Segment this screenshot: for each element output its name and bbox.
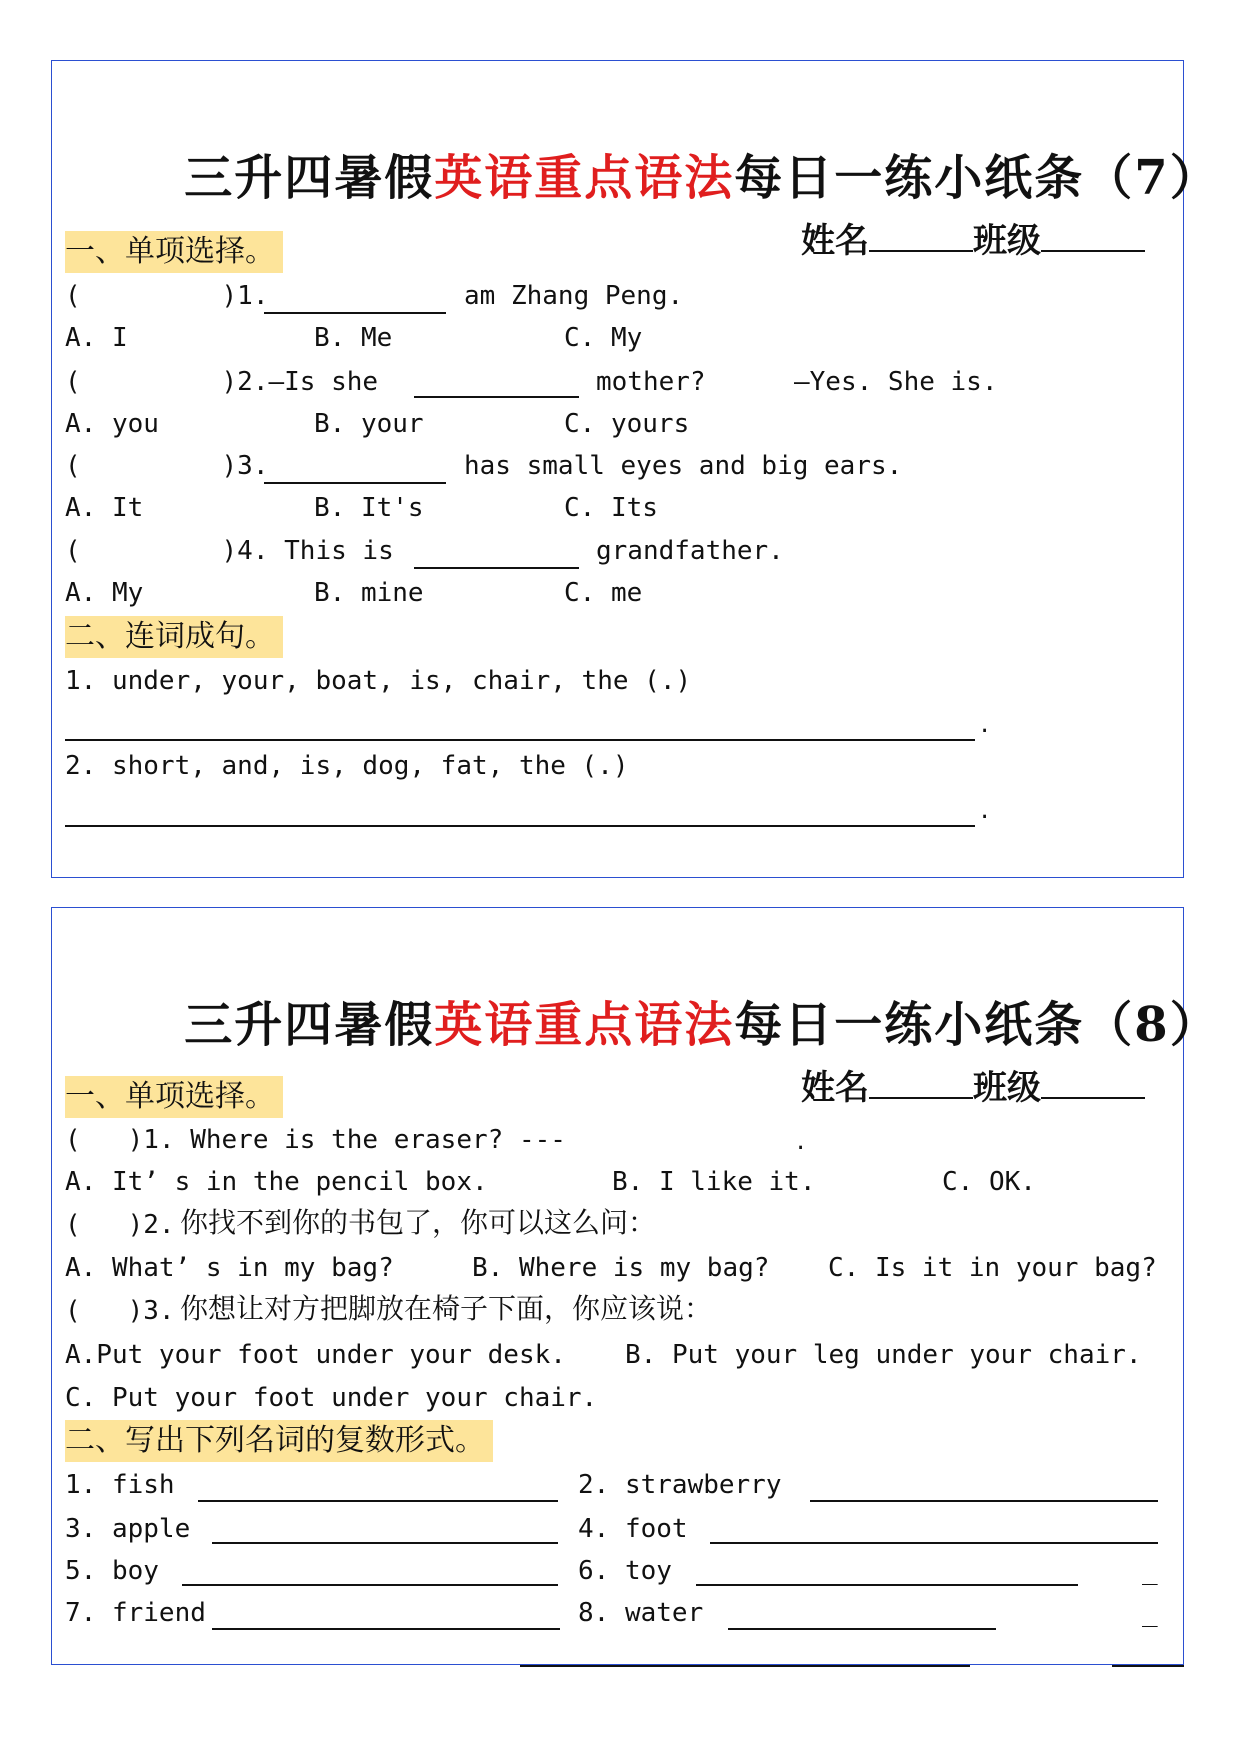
title-highlight: 英语重点语法: [434, 997, 735, 1053]
period-mark: .: [978, 713, 992, 738]
period-mark: .: [794, 1130, 808, 1155]
option-b: B. mine: [314, 578, 424, 608]
name-field[interactable]: [869, 222, 973, 252]
option-c: C. Its: [564, 493, 658, 523]
question-text-cn: 你找不到你的书包了，你可以这么问：: [180, 1206, 657, 1239]
name-field[interactable]: [869, 1069, 973, 1099]
title-part: 三升四暑假: [184, 150, 435, 206]
sentence-prompt: 2. short, and, is, dog, fat, the (.): [65, 751, 629, 781]
section-heading: 二、写出下列名词的复数形式。: [65, 1420, 493, 1462]
answer-blank[interactable]: [212, 1542, 558, 1544]
sentence-answer-line[interactable]: [65, 739, 975, 741]
question-number: ( )3.: [65, 451, 269, 481]
question-text: ( )1. Where is the eraser? ---: [65, 1125, 566, 1155]
answer-blank[interactable]: [728, 1628, 996, 1630]
title-part: 每日一练小纸条（8）: [734, 997, 1220, 1053]
section-heading: 二、连词成句。: [65, 616, 283, 658]
title-part: 每日一练小纸条（7）: [734, 150, 1220, 206]
answer-blank[interactable]: [696, 1584, 1078, 1586]
word-prompt: 4. foot: [578, 1514, 688, 1544]
decorative-line: [1112, 1665, 1184, 1667]
option-c: C. My: [564, 323, 643, 353]
name-label: 姓名: [801, 221, 870, 261]
question-text: am Zhang Peng.: [464, 281, 684, 311]
option-a: A. you: [65, 409, 159, 439]
worksheet-card-8: [51, 907, 1220, 1665]
question-number: ( )2.: [65, 1210, 175, 1240]
word-prompt: 7. friend: [65, 1598, 206, 1628]
option-b: B. Where is my bag?: [472, 1253, 770, 1283]
section-heading: 一、单项选择。: [65, 231, 283, 273]
option-c: C. Put your foot under your chair.: [65, 1383, 598, 1413]
dash-mark: _: [1142, 1598, 1158, 1628]
answer-blank[interactable]: [414, 567, 579, 569]
word-prompt: 1. fish: [65, 1470, 175, 1500]
class-label: 班级: [973, 1068, 1042, 1108]
question-reply: —Yes. She is.: [794, 367, 998, 397]
option-b: B. your: [314, 409, 424, 439]
option-b: B. Put your leg under your chair.: [625, 1340, 1142, 1370]
name-label: 姓名: [801, 1068, 870, 1108]
answer-blank[interactable]: [182, 1584, 558, 1586]
question-number: ( )3.: [65, 1296, 175, 1326]
option-c: C. me: [564, 578, 643, 608]
option-b: B. Me: [314, 323, 393, 353]
answer-blank[interactable]: [710, 1542, 1158, 1544]
class-field[interactable]: [1041, 1069, 1145, 1099]
answer-blank[interactable]: [810, 1500, 1158, 1502]
class-label: 班级: [973, 221, 1042, 261]
answer-blank[interactable]: [198, 1500, 558, 1502]
title-part: 三升四暑假: [184, 997, 435, 1053]
class-field[interactable]: [1041, 222, 1145, 252]
option-a: A. It: [65, 493, 144, 523]
word-prompt: 6. toy: [578, 1556, 672, 1586]
question-text: grandfather.: [596, 536, 784, 566]
option-b: B. I like it.: [612, 1167, 816, 1197]
question-text: has small eyes and big ears.: [464, 451, 903, 481]
option-c: C. yours: [564, 409, 690, 439]
answer-blank[interactable]: [264, 312, 446, 314]
question-text: mother?: [596, 367, 706, 397]
word-prompt: 5. boy: [65, 1556, 159, 1586]
sentence-prompt: 1. under, your, boat, is, chair, the (.): [65, 666, 692, 696]
name-class-row: [730, 173, 1145, 302]
period-mark: .: [978, 799, 992, 824]
worksheet-card-7: [51, 60, 1220, 878]
option-a: A. It’ s in the pencil box.: [65, 1167, 488, 1197]
dash-mark: _: [1142, 1556, 1158, 1586]
sentence-answer-line[interactable]: [65, 825, 975, 827]
name-class-row: [730, 1020, 1145, 1149]
option-b: B. It's: [314, 493, 424, 523]
question-number: ( )1.: [65, 281, 269, 311]
answer-blank[interactable]: [414, 396, 579, 398]
word-prompt: 2. strawberry: [578, 1470, 782, 1500]
question-text: ( )2.—Is she: [65, 367, 379, 397]
question-text-cn: 你想让对方把脚放在椅子下面，你应该说：: [180, 1292, 713, 1325]
word-prompt: 3. apple: [65, 1514, 191, 1544]
option-c: C. OK.: [942, 1167, 1036, 1197]
title-highlight: 英语重点语法: [434, 150, 735, 206]
answer-blank[interactable]: [212, 1628, 560, 1630]
option-a: A. What’ s in my bag?: [65, 1253, 394, 1283]
section-heading: 一、单项选择。: [65, 1076, 283, 1118]
option-c: C. Is it in your bag?: [828, 1253, 1157, 1283]
answer-blank[interactable]: [264, 482, 446, 484]
question-text: ( )4. This is: [65, 536, 394, 566]
option-a: A. I: [65, 323, 128, 353]
word-prompt: 8. water: [578, 1598, 704, 1628]
option-a: A. My: [65, 578, 144, 608]
option-a: A.Put your foot under your desk.: [65, 1340, 566, 1370]
decorative-line: [520, 1665, 970, 1667]
